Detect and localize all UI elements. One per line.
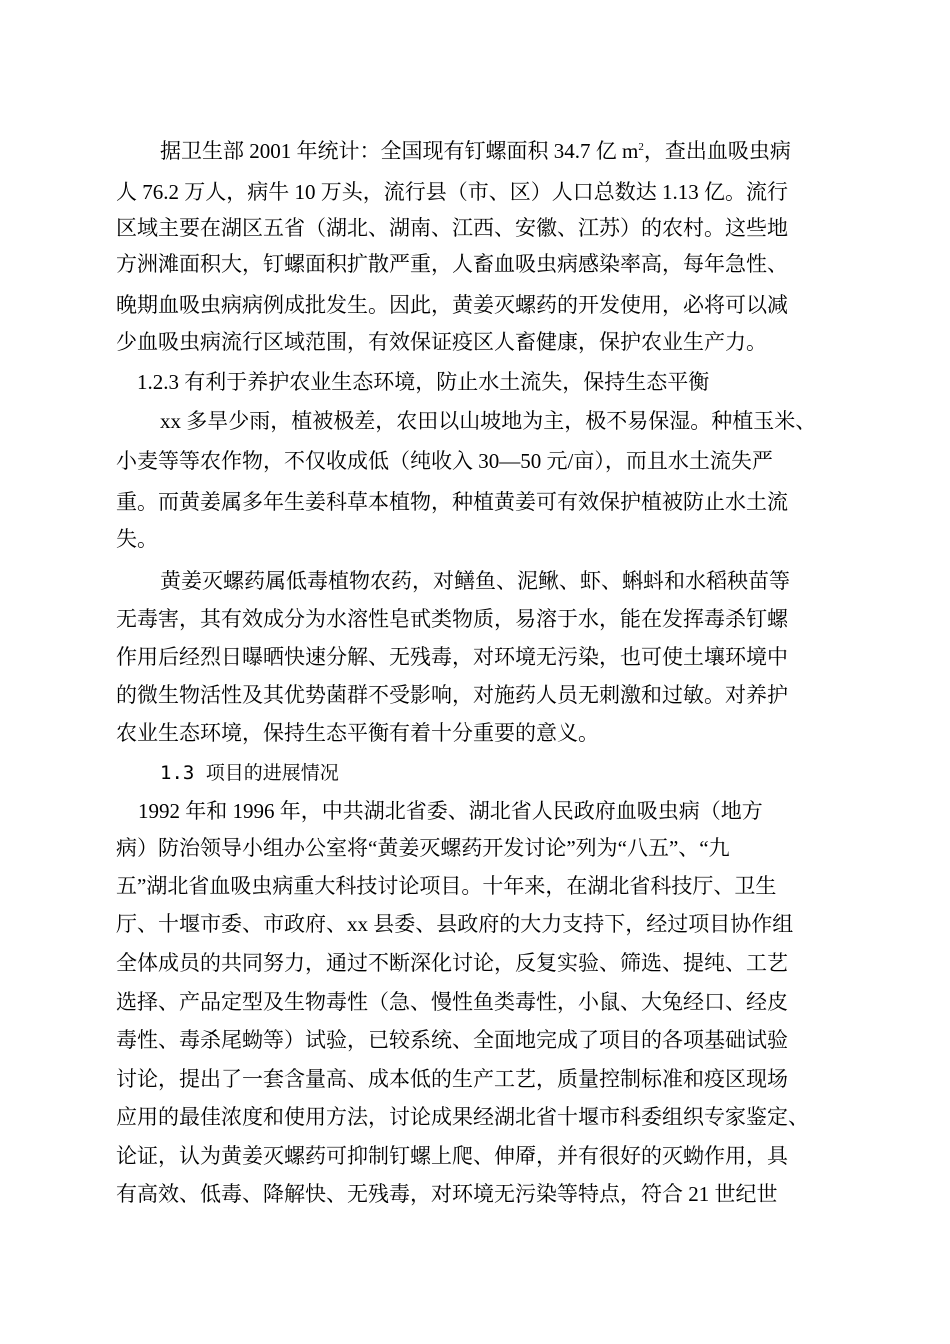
- paragraph-4-line-4: 厅、十堰市委、市政府、xx 县委、县政府的大力支持下，经过项目协作组: [116, 912, 794, 936]
- paragraph-1-line-3: 区域主要在湖区五省（湖北、湖南、江西、安徽、江苏）的农村。这些地: [116, 216, 788, 240]
- paragraph-4-line-11: 有高效、低毒、降解快、无残毒，对环境无污染等特点，符合 21 世纪世: [116, 1182, 778, 1206]
- paragraph-1-line-6: 少血吸虫病流行区域范围，有效保证疫区人畜健康，保护农业生产力。: [116, 330, 767, 354]
- paragraph-3-line-2: 无毒害，其有效成分为水溶性皂甙类物质，易溶于水，能在发挥毒杀钉螺: [116, 607, 788, 631]
- area-unit-superscript: 2: [638, 141, 644, 153]
- paragraph-3-line-4: 的微生物活性及其优势菌群不受影响，对施药人员无刺激和过敏。对养护: [116, 683, 788, 707]
- paragraph-4-line-8: 讨论，提出了一套含量高、成本低的生产工艺，质量控制标准和疫区现场: [116, 1067, 788, 1091]
- section-heading-1-2-3: 1.2.3 有利于养护农业生态环境，防止水土流失，保持生态平衡: [137, 370, 710, 394]
- paragraph-2-line-2: 小麦等等农作物，不仅收成低（纯收入 30—50 元/亩），而且水土流失严: [116, 449, 773, 473]
- paragraph-4-line-10: 论证，认为黄姜灭螺药可抑制钉螺上爬、伸厣，并有很好的灭蚴作用，具: [116, 1144, 788, 1168]
- paragraph-4-line-7: 毒性、毒杀尾蚴等）试验，已较系统、全面地完成了项目的各项基础试验: [116, 1028, 788, 1052]
- paragraph-4-line-5: 全体成员的共同努力，通过不断深化讨论，反复实验、筛选、提纯、工艺: [116, 951, 788, 975]
- paragraph-1-line-5: 晚期血吸虫病病例成批发生。因此，黄姜灭螺药的开发使用，必将可以减: [116, 293, 788, 317]
- paragraph-4-line-3: 五”湖北省血吸虫病重大科技讨论项目。十年来，在湖北省科技厅、卫生: [116, 874, 777, 898]
- paragraph-4-line-6: 选择、产品定型及生物毒性（急、慢性鱼类毒性，小鼠、大兔经口、经皮: [116, 990, 788, 1014]
- paragraph-4-line-2: 病）防治领导小组办公室将“黄姜灭螺药开发讨论”列为“八五”、“九: [116, 836, 730, 860]
- paragraph-4-line-1: 1992 年和 1996 年，中共湖北省委、湖北省人民政府血吸虫病（地方: [138, 799, 763, 823]
- section-heading-1-3: 1.3 项目的进展情况: [160, 762, 339, 784]
- paragraph-4-line-9: 应用的最佳浓度和使用方法，讨论成果经湖北省十堰市科委组织专家鉴定、: [116, 1105, 809, 1129]
- paragraph-1-line-1: [160, 136, 791, 166]
- paragraph-1-line-1-text: 据卫生部 2001 年统计：全国现有钉螺面积 34.7 亿 m: [160, 139, 639, 163]
- paragraph-2-line-3: 重。而黄姜属多年生姜科草本植物，种植黄姜可有效保护植被防止水土流: [116, 490, 788, 514]
- paragraph-1-line-4: 方洲滩面积大，钉螺面积扩散严重，人畜血吸虫病感染率高，每年急性、: [116, 252, 788, 276]
- paragraph-3-line-1: 黄姜灭螺药属低毒植物农药，对鳝鱼、泥鳅、虾、蝌蚪和水稻秧苗等: [160, 569, 790, 593]
- paragraph-3-line-3: 作用后经烈日曝晒快速分解、无残毒，对环境无污染，也可使土壤环境中: [116, 645, 788, 669]
- paragraph-3-line-5: 农业生态环境，保持生态平衡有着十分重要的意义。: [116, 721, 599, 745]
- paragraph-1-line-2: 人 76.2 万人，病牛 10 万头，流行县（市、区）人口总数达 1.13 亿。流行: [116, 180, 788, 204]
- paragraph-2-line-1: xx 多旱少雨，植被极差，农田以山坡地为主，极不易保湿。种植玉米、: [160, 409, 817, 433]
- paragraph-2-line-4: 失。: [116, 527, 158, 551]
- paragraph-1-line-1-tail: ，查出血吸虫病: [643, 139, 791, 163]
